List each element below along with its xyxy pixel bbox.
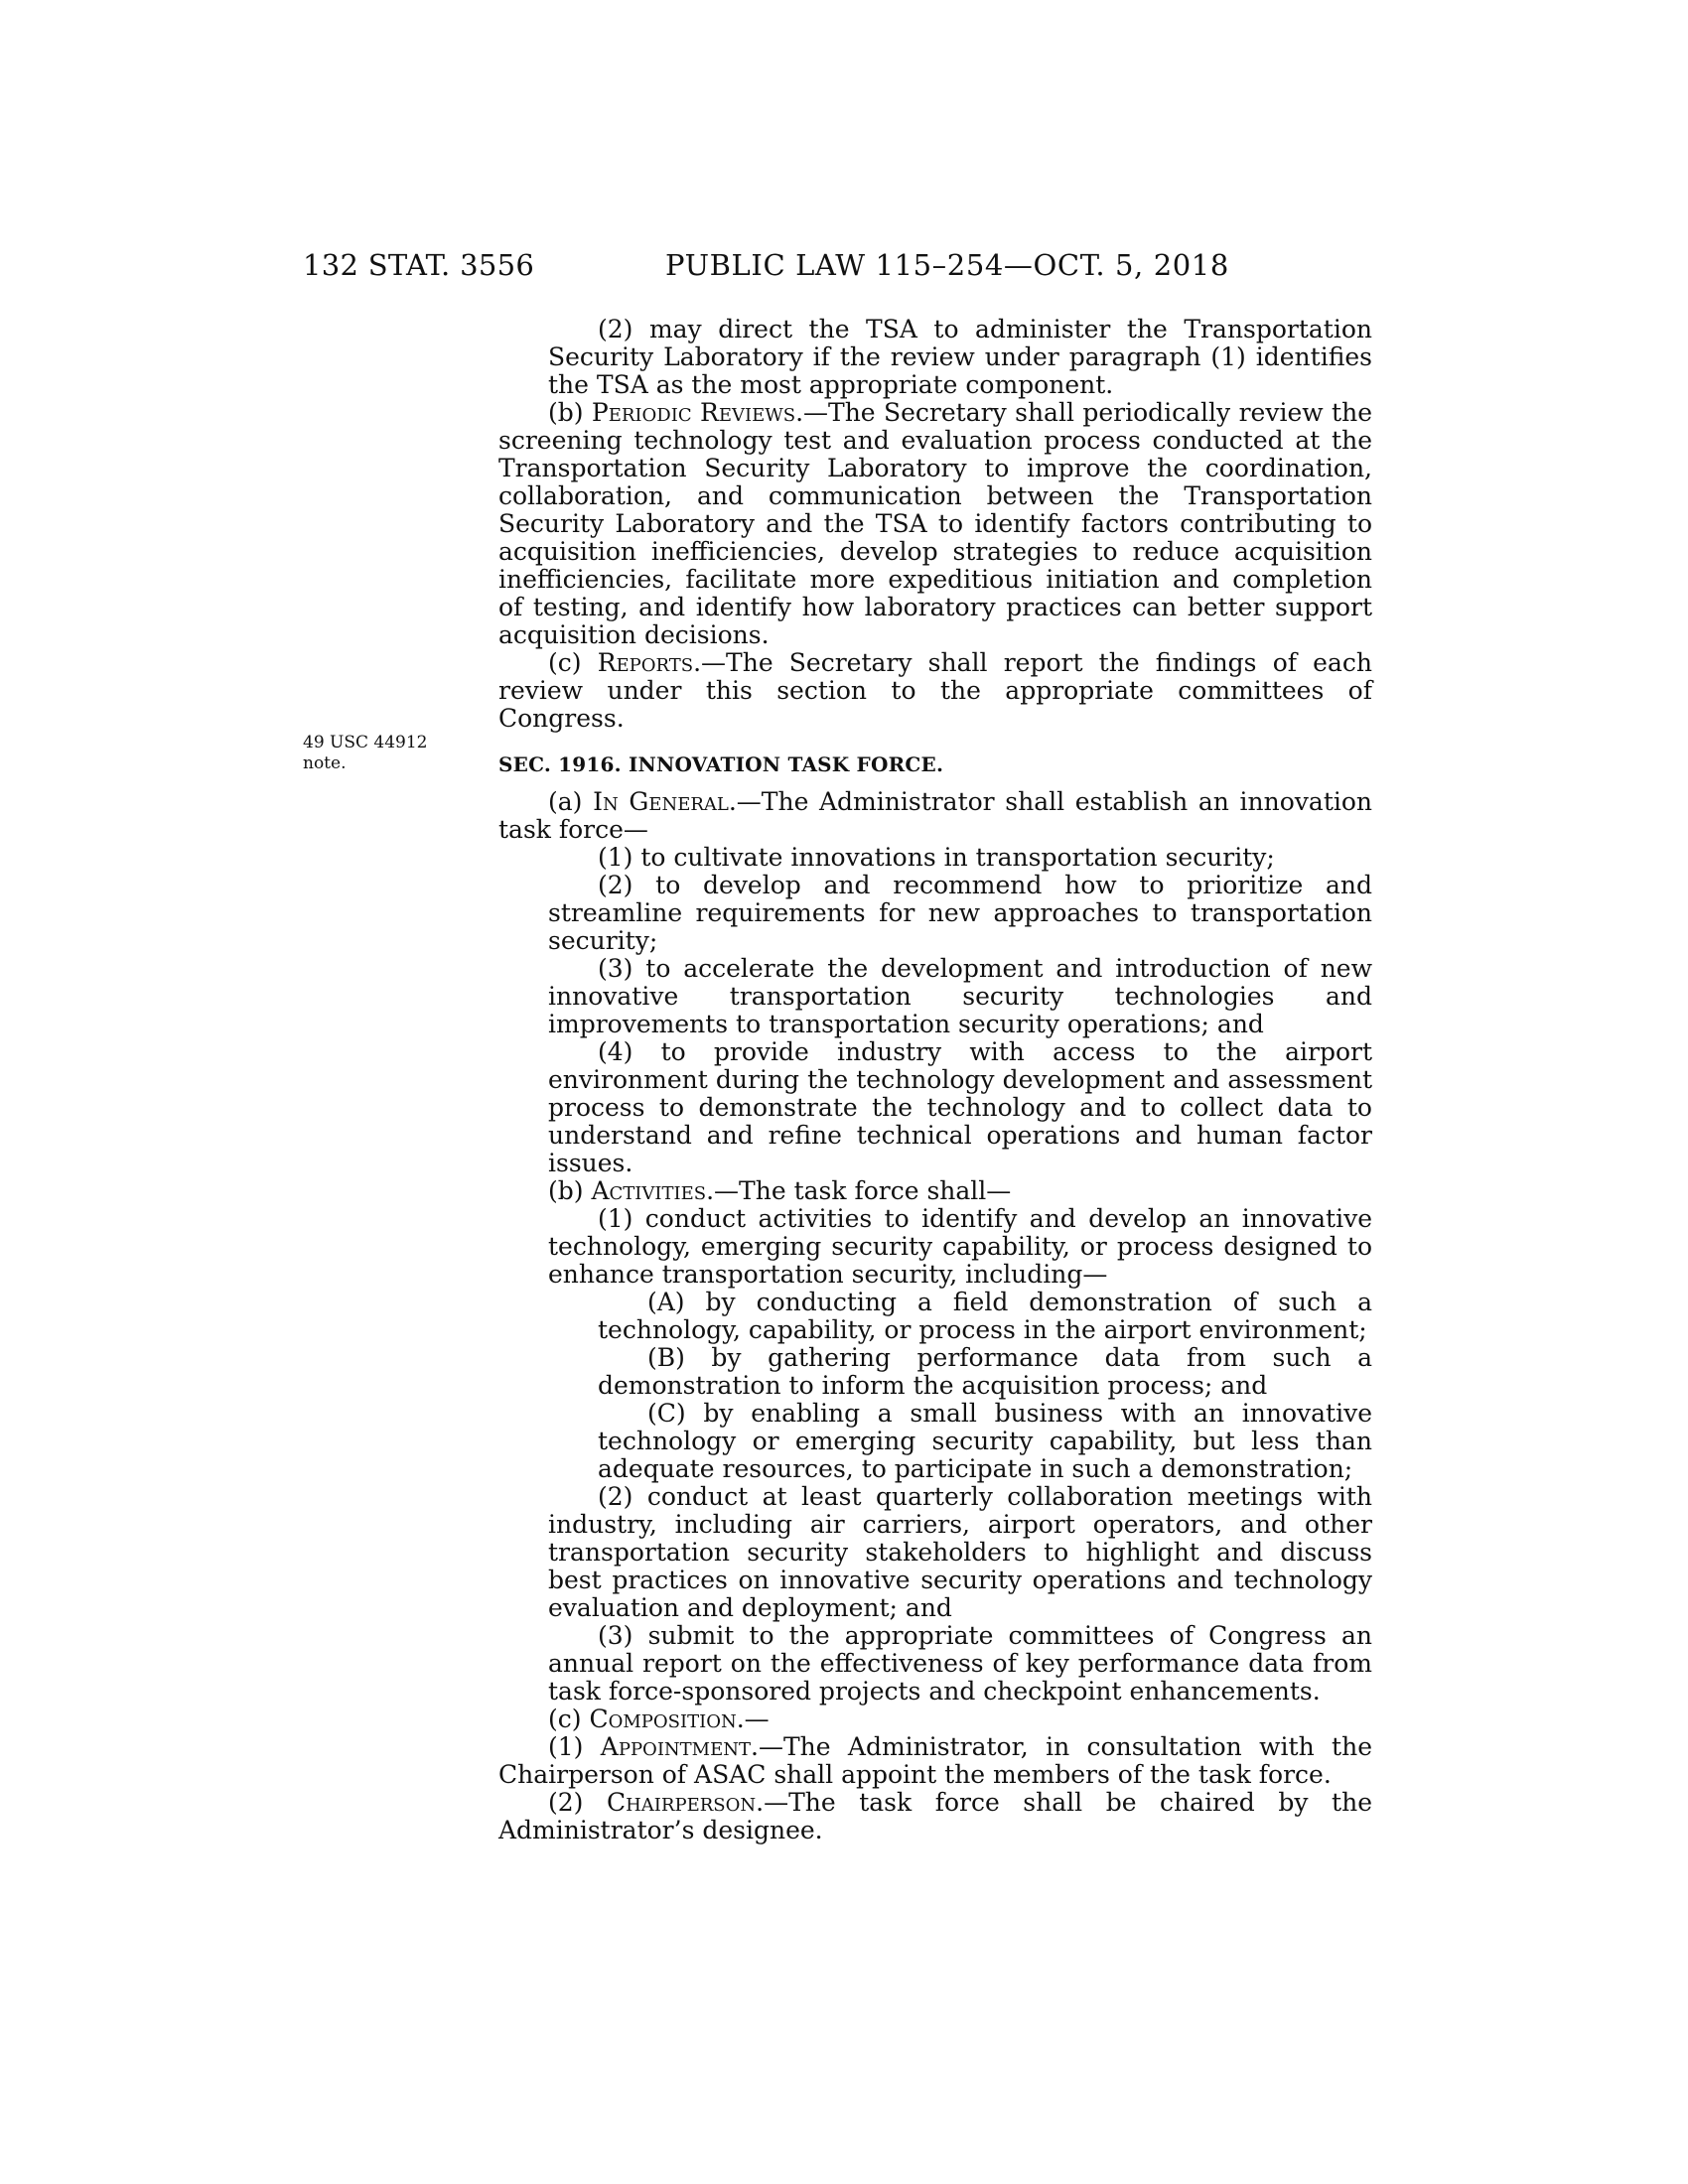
section-heading: SEC. 1916. INNOVATION TASK FORCE. xyxy=(498,752,944,776)
subsection-b-activities: (b) Activities.—The task force shall— xyxy=(548,1176,1012,1205)
margin-note-label: note. xyxy=(303,753,347,773)
margin-note xyxy=(303,733,452,774)
law-title: PUBLIC LAW 115–254—OCT. 5, 2018 xyxy=(665,248,1229,282)
paragraph-2: (2) may direct the TSA to administer the Transportation Security Laboratory if the review under paragraph (1) identifies the TSA as the most appropriate component. xyxy=(548,315,1372,399)
subparagraph-b1b: (B) by gathering performance data from such a demonstration to inform the acquisition process; and xyxy=(598,1343,1372,1400)
subsection-heading: Periodic Reviews xyxy=(591,398,796,427)
subsection-c-reports: (c) Reports.—The Secretary shall report the findings of each review under this section to the appropriate committees of Congress. xyxy=(498,648,1372,733)
body-text xyxy=(498,316,1372,1844)
subsection-a-in-general: (a) In General.—The Administrator shall establish an innovation task force— xyxy=(498,787,1373,844)
subsection-heading: In General xyxy=(593,787,729,816)
paragraph-heading: Chairperson xyxy=(606,1788,757,1817)
running-header xyxy=(303,248,1370,292)
paragraph-heading: Appointment xyxy=(600,1732,752,1761)
paragraph-b3: (3) submit to the appropriate committees of Congress an annual report on the effectiveness of key performance data from task force-sponsored projects and checkpoint enhancements. xyxy=(548,1621,1372,1706)
subsection-b-periodic-reviews: (b) Periodic Reviews.—The Secretary shall periodically review the screening technology test and evaluation process conducted at the Transportation Security Laboratory to improve the coordination, collaboration, and communication between the Transportation Security Laboratory and the TSA to identify factors contributing to acquisition inefficiencies, develop strategies to reduce acquisition inefficiencies, facilitate more expeditious initiation and completion of testing, and identify how laboratory practices can better support acquisition decisions. xyxy=(498,398,1372,649)
paragraph-b1: (1) conduct activities to identify and develop an innovative technology, emerging security capability, or process designed to enhance transportation security, including— xyxy=(548,1204,1372,1289)
subparagraph-b1c: (C) by enabling a small business with an innovative technology or emerging security capability, but less than adequate resources, to participate in such a demonstration; xyxy=(598,1399,1372,1483)
margin-note-citation: 49 USC 44912 xyxy=(303,733,428,752)
paragraph-c2-chairperson: (2) Chairperson.—The task force shall be chaired by the Administrator’s designee. xyxy=(498,1788,1373,1844)
subsection-heading: Reports xyxy=(597,648,694,677)
stat-reference: 132 STAT. 3556 xyxy=(303,248,535,282)
subsection-c-composition: (c) Composition.— xyxy=(548,1705,770,1733)
subparagraph-b1a: (A) by conducting a field demonstration of such a technology, capability, or process in the airport environment; xyxy=(598,1288,1372,1344)
subsection-heading: Composition xyxy=(589,1705,737,1733)
paragraph-c1-appointment: (1) Appointment.—The Administrator, in consultation with the Chairperson of ASAC shall appoint the members of the task force. xyxy=(498,1732,1372,1789)
paragraph-a2: (2) to develop and recommend how to prioritize and streamline requirements for new approaches to transportation security; xyxy=(548,871,1372,955)
paragraph-a1: (1) to cultivate innovations in transportation security; xyxy=(598,843,1275,872)
paragraph-b2: (2) conduct at least quarterly collaboration meetings with industry, including air carriers, airport operators, and other transportation security stakeholders to highlight and discuss best practices on innovative security operations and technology evaluation and deployment; and xyxy=(548,1482,1372,1622)
paragraph-a3: (3) to accelerate the development and introduction of new innovative transportation security technologies and improvements to transportation security operations; and xyxy=(548,954,1372,1038)
subsection-heading: Activities xyxy=(591,1176,707,1205)
paragraph-a4: (4) to provide industry with access to the airport environment during the technology development and assessment process to demonstrate the technology and to collect data to understand and refine technical operations and human factor issues. xyxy=(548,1037,1372,1177)
